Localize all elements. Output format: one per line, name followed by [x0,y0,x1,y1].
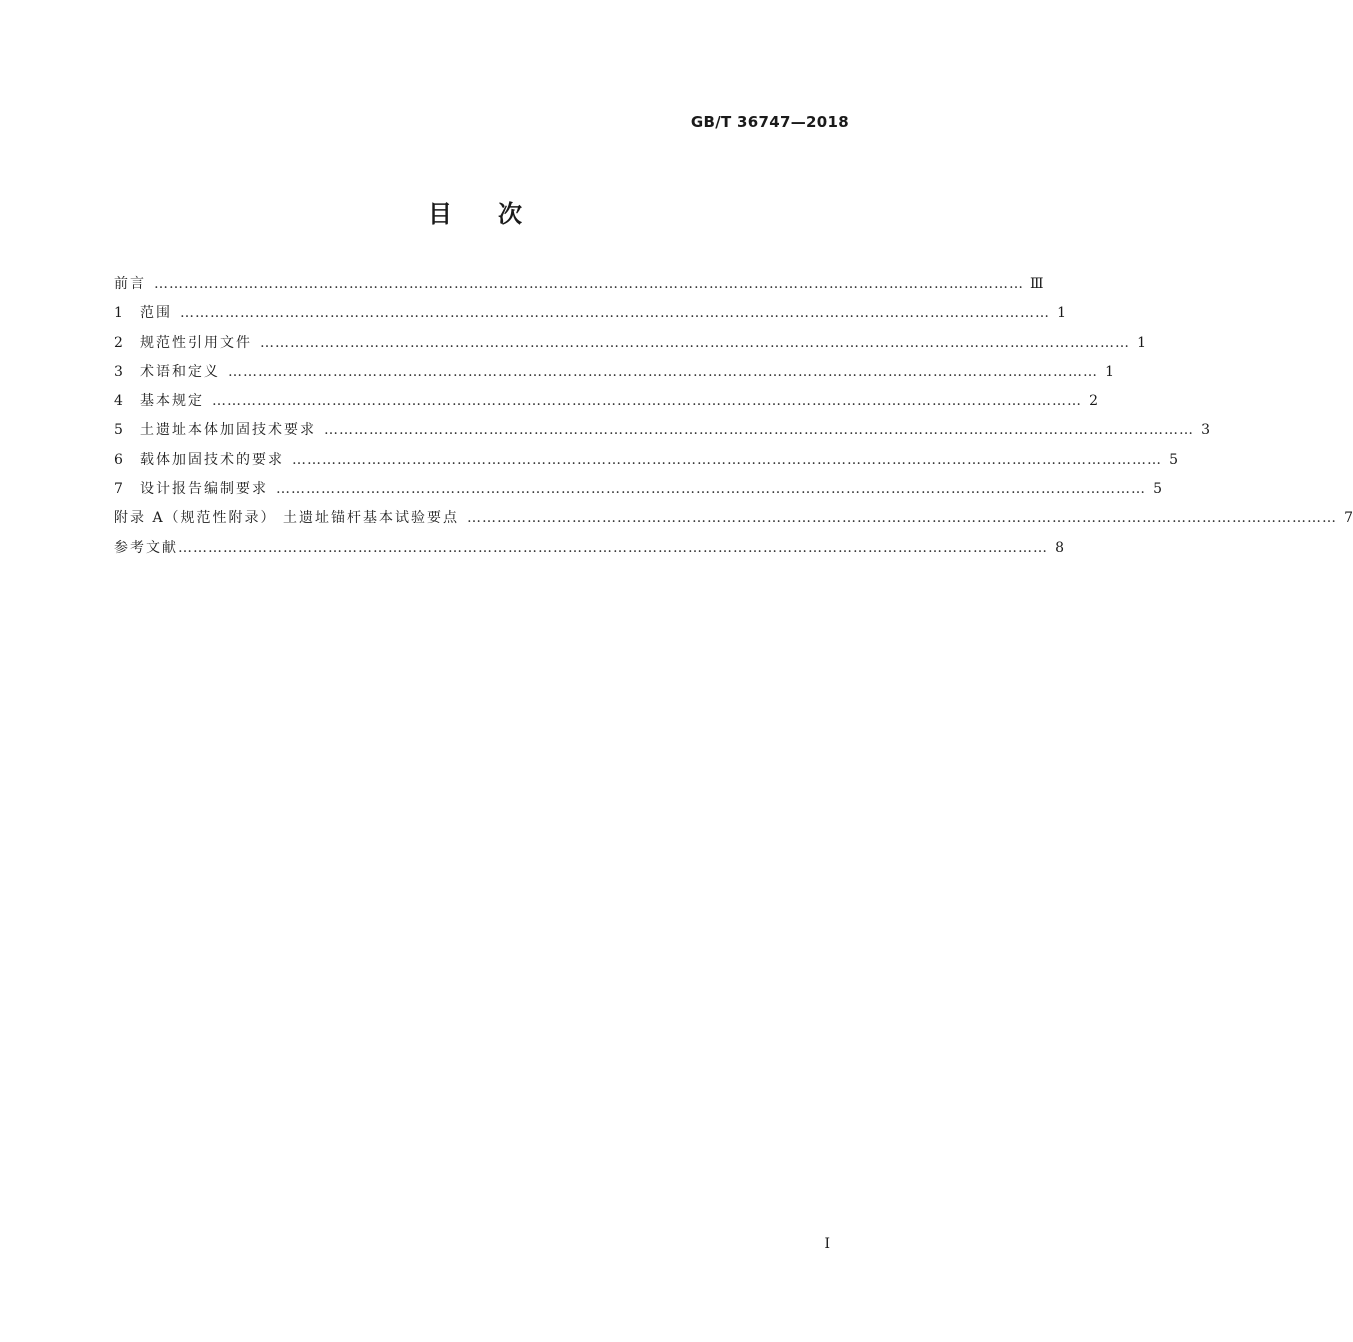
toc-entry-number: 7 [114,481,123,498]
toc-leader-dots: ………………………………………………………………………………………………………………………………………………………… [212,393,1082,410]
toc-leader-dots: ………………………………………………………………………………………………………………………………………………………… [324,422,1194,439]
toc-entry-normative-references[interactable] [114,329,1146,358]
toc-entry-carrier-reinforcement[interactable] [114,446,1178,475]
toc-entry-page: 3 [1201,422,1210,439]
toc-entry-label: 基本规定 [140,393,204,410]
page-title: 目次 [428,200,568,228]
toc-entry-label: 规范性引用文件 [140,334,252,351]
toc-entry-label: 范围 [140,305,172,322]
toc-entry-basic-provisions[interactable] [114,387,1098,416]
toc-entry-design-report[interactable] [114,475,1162,504]
toc-entry-page: 7 [1344,510,1353,527]
toc-entry-page: 8 [1055,539,1064,556]
toc-entry-label: 前言 [114,276,146,292]
toc-entry-terms-definitions[interactable] [114,358,1114,387]
page-number: I [824,1236,830,1252]
toc-leader-dots: ………………………………………………………………………………………………………………………………………………………… [292,451,1162,468]
toc-entry-foreword[interactable] [114,270,1044,299]
toc-entry-page: 5 [1169,451,1178,468]
toc-entry-scope[interactable] [114,299,1066,328]
toc-entry-label: 附录 A（规范性附录） 土遗址锚杆基本试验要点 [114,510,460,527]
toc-entry-number: 6 [114,451,123,468]
toc-leader-dots: ………………………………………………………………………………………………………………………………………………………… [260,334,1130,351]
toc-entry-label: 参考文献 [114,539,178,556]
toc-leader-dots: ………………………………………………………………………………………………………………………………………………………… [228,363,1098,380]
toc-entry-page: 5 [1153,481,1162,498]
toc-leader-dots: ………………………………………………………………………………………………………………………………………………………… [467,510,1338,527]
toc-entry-label: 术语和定义 [140,363,220,380]
toc-entry-page: Ⅲ [1030,276,1044,292]
standard-code: GB/T 36747—2018 [690,113,849,131]
toc-leader-dots: ………………………………………………………………………………………………………………………………………………………… [178,539,1048,556]
toc-entry-page: 1 [1057,305,1066,322]
toc-entry-number: 5 [114,422,123,439]
toc-entry-number: 2 [114,334,123,351]
toc-leader-dots: ………………………………………………………………………………………………………………………………………………………… [276,481,1146,498]
toc-entry-label: 设计报告编制要求 [140,481,268,498]
toc-entry-bibliography[interactable] [114,534,1064,563]
toc-entry-number: 1 [114,305,123,322]
toc-entry-label: 土遗址本体加固技术要求 [140,422,316,439]
toc-entry-page: 1 [1105,363,1114,380]
toc-entry-appendix-a[interactable] [114,504,1353,533]
toc-leader-dots: ………………………………………………………………………………………………………………………………………………………… [180,305,1050,322]
toc-entry-page: 2 [1089,393,1098,410]
toc-entry-label: 载体加固技术的要求 [140,451,284,468]
toc-entry-number: 3 [114,363,123,380]
toc-leader-dots: ………………………………………………………………………………………………………………………………………………………… [154,276,1024,292]
toc-entry-page: 1 [1137,334,1146,351]
table-of-contents [114,270,1353,563]
toc-entry-body-reinforcement[interactable] [114,416,1210,445]
toc-entry-number: 4 [114,393,123,410]
